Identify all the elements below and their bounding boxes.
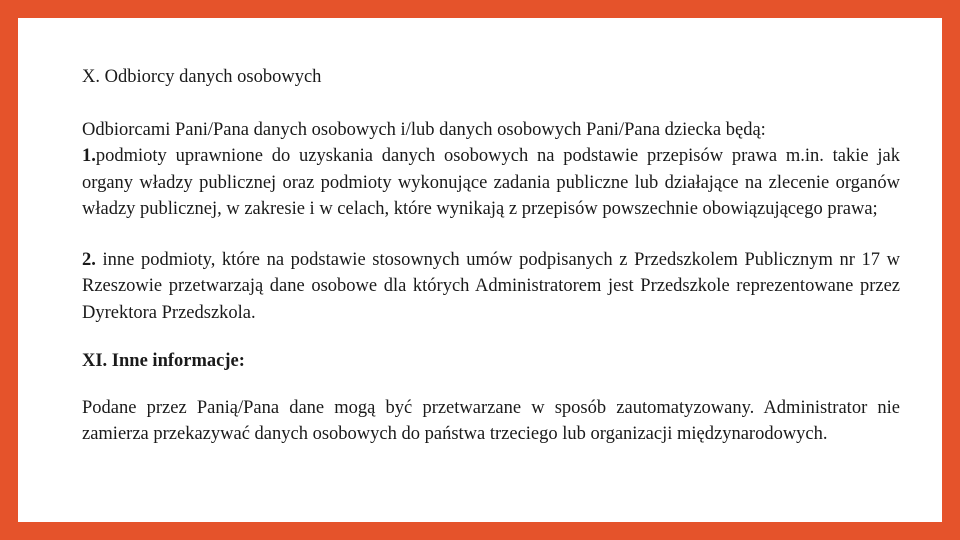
spacer xyxy=(82,91,900,117)
spacer xyxy=(82,375,900,395)
slide-content xyxy=(82,64,900,448)
slide xyxy=(18,18,942,522)
spacer xyxy=(82,326,900,348)
section-x-heading: X. Odbiorcy danych osobowych xyxy=(82,67,322,87)
item-2-text: inne podmioty, które na podstawie stosownych umów podpisanych z Przedszkolem Publicznym nr 17 w Rzeszowie przetwarzają dane osobowe dla których Administratorem jest Przedszkole reprezentowane przez Dyrektora Przedszkola. xyxy=(82,249,901,323)
item-2-number: 2. xyxy=(82,249,96,270)
section-x-intro: Odbiorcami Pani/Pana danych osobowych i/lub danych osobowych Pani/Pana dziecka będą: xyxy=(82,119,766,140)
section-xi-heading-text: XI. Inne informacje: xyxy=(82,351,245,371)
item-1-text: podmioty uprawnione do uzyskania danych osobowych na podstawie przepisów prawa m.in. takie jak organy władzy publicznej oraz podmioty wykonujące zadania publiczne lub działające na zlecenie organów władzy publicznej, w zakresie i w celach, które wynikają z przepisów powszechnie obowiązującego prawa; xyxy=(82,146,900,219)
section-xi-text: Podane przez Panią/Pana dane mogą być przetwarzane w sposób zautomatyzowany. Administrator nie zamierza przekazywać danych osobowych do państwa trzeciego lub organizacji międzynarodowych. xyxy=(82,397,900,444)
spacer xyxy=(82,223,900,247)
section-x-item-2 xyxy=(82,247,900,327)
item-1-number: 1. xyxy=(82,146,96,166)
section-x-item-1 xyxy=(82,143,900,223)
section-xi-heading xyxy=(82,348,900,375)
